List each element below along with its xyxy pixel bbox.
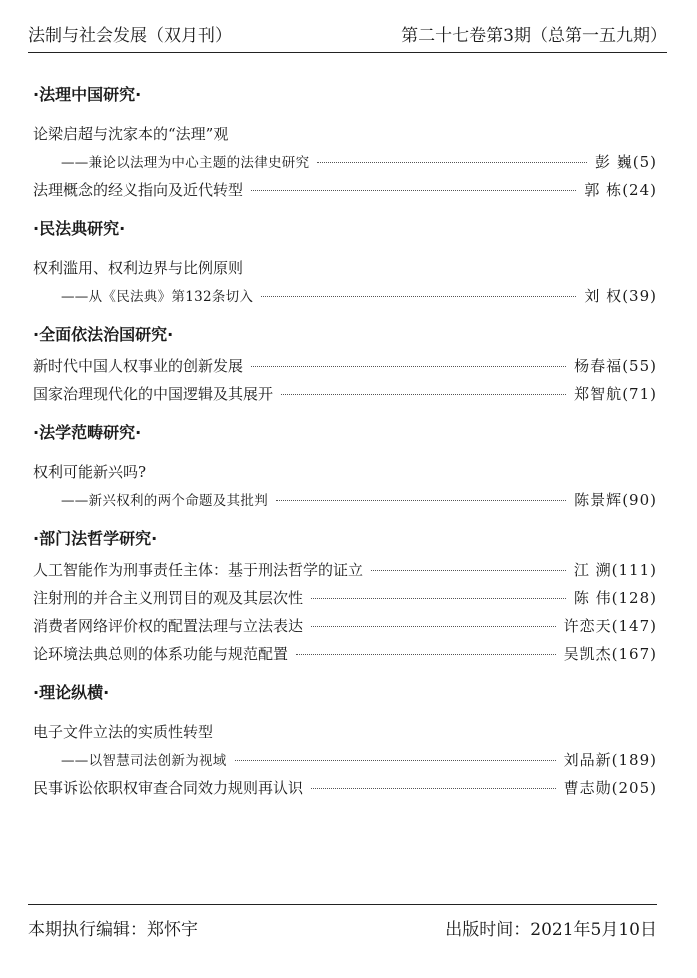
toc-entry[interactable] bbox=[33, 612, 657, 640]
author-name: 曹志勋 bbox=[563, 779, 612, 797]
author-page: 刘 权(39) bbox=[584, 287, 657, 305]
author-name: 刘 权 bbox=[584, 287, 623, 305]
toc-entry[interactable] bbox=[33, 584, 657, 612]
toc-entry[interactable] bbox=[33, 486, 657, 514]
author-page: 江 溯(111) bbox=[573, 561, 657, 579]
section-title: ·法理中国研究· bbox=[33, 85, 142, 104]
section-title: ·理论纵横· bbox=[33, 683, 110, 702]
author-page: 刘品新(189) bbox=[563, 751, 657, 769]
toc-entry[interactable] bbox=[33, 282, 657, 310]
toc-entry[interactable] bbox=[33, 774, 657, 802]
page-number: 205 bbox=[618, 779, 651, 797]
section-title: ·全面依法治国研究· bbox=[33, 325, 174, 344]
toc-entry[interactable] bbox=[33, 148, 657, 176]
author-name: 郑智航 bbox=[574, 385, 623, 403]
page-number: 147 bbox=[618, 617, 651, 635]
author-page: 彭 巍(5) bbox=[594, 153, 657, 171]
author-name: 郭 栋 bbox=[584, 181, 623, 199]
page-number: 189 bbox=[618, 751, 651, 769]
journal-name: 法制与社会发展（双月刊） bbox=[28, 25, 232, 46]
table-of-contents bbox=[33, 78, 657, 802]
author-page: 曹志勋(205) bbox=[563, 779, 657, 797]
dot-leader bbox=[296, 654, 556, 655]
page-header bbox=[28, 14, 667, 53]
dot-leader bbox=[311, 788, 556, 789]
article-subtitle: ——兼论以法理为中心主题的法律史研究 bbox=[61, 155, 310, 171]
dot-leader bbox=[251, 366, 566, 367]
article-subtitle: ——新兴权利的两个命题及其批判 bbox=[61, 493, 268, 509]
dot-leader bbox=[317, 162, 587, 163]
page-number: 128 bbox=[618, 589, 651, 607]
author-page: 郑智航(71) bbox=[574, 385, 657, 403]
toc-entry[interactable] bbox=[33, 556, 657, 584]
dot-leader bbox=[311, 626, 556, 627]
author-page: 吴凯杰(167) bbox=[563, 645, 657, 663]
author-name: 杨春福 bbox=[574, 357, 623, 375]
page-number: 39 bbox=[629, 287, 651, 305]
toc-entry[interactable] bbox=[33, 176, 657, 204]
article-title: 人工智能作为刑事责任主体：基于刑法哲学的证立 bbox=[33, 561, 364, 579]
article-title: 国家治理现代化的中国逻辑及其展开 bbox=[33, 385, 274, 403]
article-title[interactable]: 权利滥用、权利边界与比例原则 bbox=[33, 259, 244, 277]
author-name: 陈 伟 bbox=[573, 589, 612, 607]
dot-leader bbox=[281, 394, 566, 395]
author-name: 江 溯 bbox=[573, 561, 612, 579]
article-subtitle: ——以智慧司法创新为视域 bbox=[61, 753, 227, 769]
article-title[interactable]: 论梁启超与沈家本的“法理”观 bbox=[33, 125, 229, 143]
page-number: 55 bbox=[629, 357, 651, 375]
author-page: 陈景辉(90) bbox=[574, 491, 657, 509]
section-title: ·法学范畴研究· bbox=[33, 423, 142, 442]
page-number: 5 bbox=[639, 153, 651, 171]
article-title: 新时代中国人权事业的创新发展 bbox=[33, 357, 244, 375]
author-name: 彭 巍 bbox=[594, 153, 633, 171]
dot-leader bbox=[276, 500, 566, 501]
issue-info: 第二十七卷第3期（总第一五九期） bbox=[401, 25, 667, 46]
author-name: 陈景辉 bbox=[574, 491, 623, 509]
executive-editor: 本期执行编辑：郑怀宇 bbox=[28, 920, 198, 940]
article-title: 注射刑的并合主义刑罚目的观及其层次性 bbox=[33, 589, 304, 607]
article-title: 论环境法典总则的体系功能与规范配置 bbox=[33, 645, 289, 663]
dot-leader bbox=[235, 760, 556, 761]
page-footer bbox=[28, 904, 657, 940]
article-title: 消费者网络评价权的配置法理与立法表达 bbox=[33, 617, 304, 635]
page-number: 24 bbox=[629, 181, 651, 199]
publication-date: 出版时间：2021年5月10日 bbox=[445, 920, 657, 940]
article-title[interactable]: 权利可能新兴吗? bbox=[33, 463, 147, 481]
article-subtitle: ——从《民法典》第132条切入 bbox=[61, 289, 254, 305]
page-number: 111 bbox=[618, 561, 651, 579]
page-number: 71 bbox=[629, 385, 651, 403]
section-title: ·部门法哲学研究· bbox=[33, 529, 158, 548]
article-title: 法理概念的经义指向及近代转型 bbox=[33, 181, 244, 199]
article-title: 民事诉讼依职权审查合同效力规则再认识 bbox=[33, 779, 304, 797]
dot-leader bbox=[371, 570, 566, 571]
toc-entry[interactable] bbox=[33, 640, 657, 668]
dot-leader bbox=[261, 296, 576, 297]
toc-entry[interactable] bbox=[33, 380, 657, 408]
author-page: 杨春福(55) bbox=[574, 357, 657, 375]
author-page: 许恋天(147) bbox=[563, 617, 657, 635]
dot-leader bbox=[251, 190, 576, 191]
author-page: 陈 伟(128) bbox=[573, 589, 657, 607]
page-number: 90 bbox=[629, 491, 651, 509]
dot-leader bbox=[311, 598, 566, 599]
author-page: 郭 栋(24) bbox=[584, 181, 657, 199]
toc-entry[interactable] bbox=[33, 352, 657, 380]
author-name: 吴凯杰 bbox=[563, 645, 612, 663]
author-name: 许恋天 bbox=[563, 617, 612, 635]
page-number: 167 bbox=[618, 645, 651, 663]
section-title: ·民法典研究· bbox=[33, 219, 126, 238]
toc-entry[interactable] bbox=[33, 746, 657, 774]
author-name: 刘品新 bbox=[563, 751, 612, 769]
article-title[interactable]: 电子文件立法的实质性转型 bbox=[33, 723, 214, 741]
